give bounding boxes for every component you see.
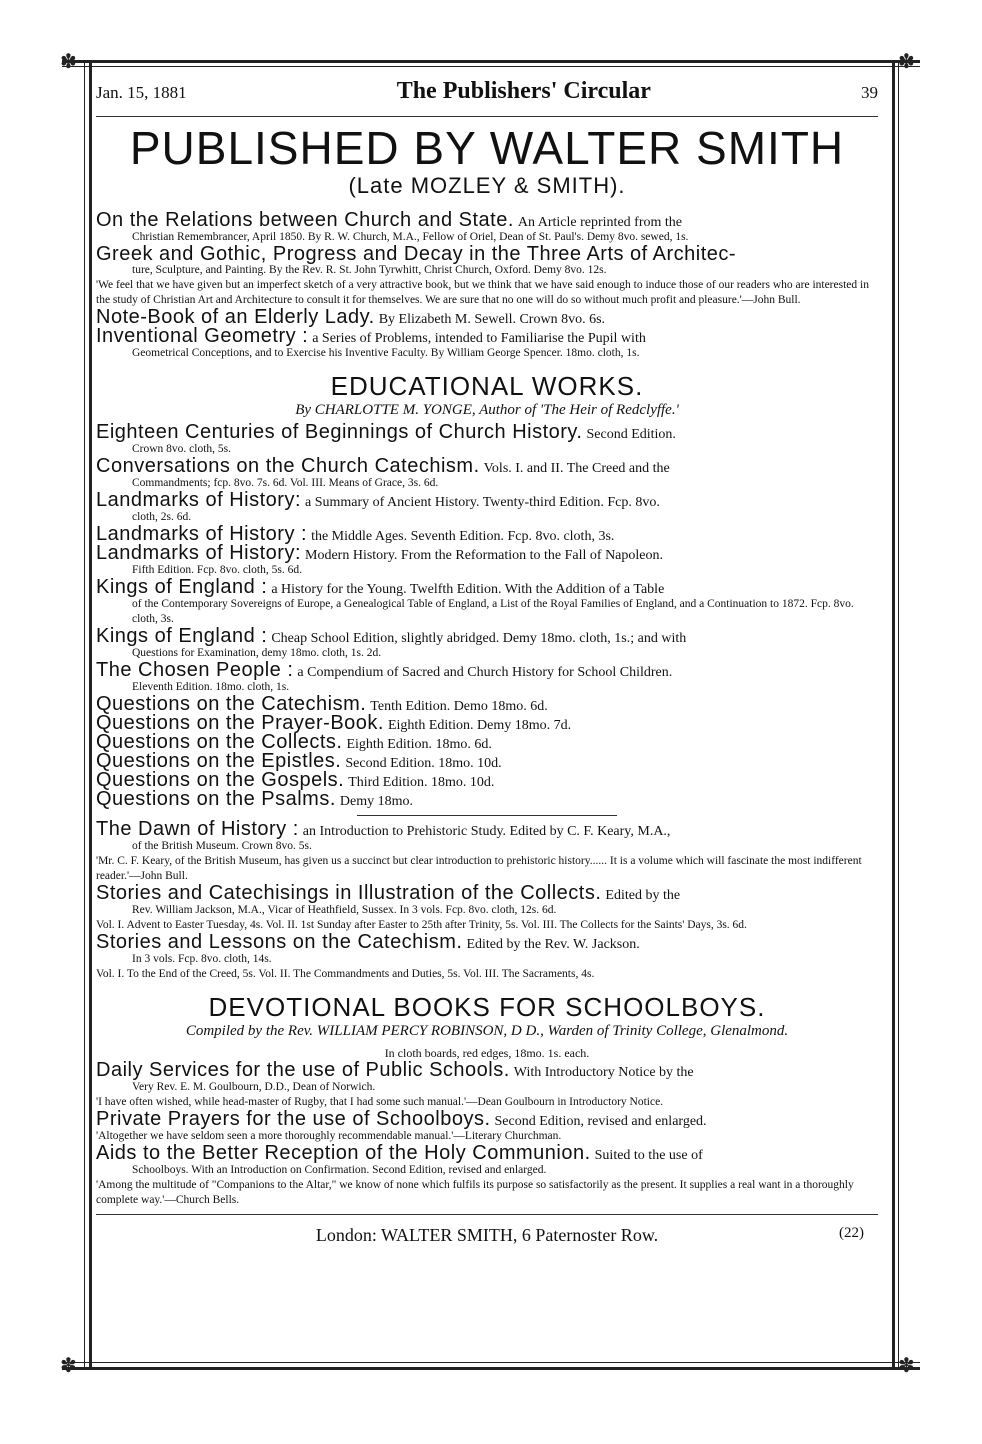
book-description: Modern History. From the Reformation to the Fall of Napoleon. (305, 548, 663, 563)
book-description: Tenth Edition. Demo 18mo. 6d. (370, 699, 548, 714)
frame-rule-left (89, 62, 92, 1368)
book-title: Landmarks of History: (96, 542, 302, 564)
book-description: the Middle Ages. Seventh Edition. Fcp. 8vo. cloth, 3s. (311, 529, 615, 544)
footer-number: (22) (839, 1225, 864, 1241)
book-entry (96, 931, 878, 982)
frame-rule-right-outer (898, 62, 899, 1368)
book-title: Questions on the Prayer-Book. (96, 712, 384, 734)
frame-rule-right (892, 62, 895, 1368)
book-entry (96, 1142, 878, 1208)
book-title: The Chosen People : (96, 659, 294, 681)
page-headline: PUBLISHED BY WALTER SMITH (129, 122, 845, 174)
book-title: Landmarks of History : (96, 523, 308, 545)
book-description: By Elizabeth M. Sewell. Crown 8vo. 6s. (378, 312, 606, 327)
book-entry (96, 576, 878, 627)
book-title: Stories and Catechisings in Illustration of the Collects. (96, 882, 602, 904)
corner-ornament-icon: ✽ (898, 1355, 915, 1377)
book-title: Landmarks of History: (96, 489, 302, 511)
book-title: Inventional Geometry : (96, 325, 309, 347)
book-description: a Series of Problems, intended to Familiarise the Pupil with (312, 331, 646, 346)
book-description: a Compendium of Sacred and Church History for School Children. (297, 665, 673, 680)
book-entry (96, 421, 878, 457)
book-title: Conversations on the Church Catechism. (96, 455, 480, 477)
book-details: In 3 vols. Fcp. 8vo. cloth, 14s. (132, 953, 272, 965)
footer (96, 1225, 878, 1246)
book-title: Kings of England : (96, 576, 268, 598)
section-note-devotional: In cloth boards, red edges, 18mo. 1s. each. (384, 1046, 590, 1060)
book-description: an Introduction to Prehistoric Study. Edited by C. F. Keary, M.A., (302, 824, 671, 839)
book-title: Questions on the Gospels. (96, 769, 345, 791)
book-description: a History for the Young. Twelfth Edition. With the Addition of a Table (271, 582, 665, 597)
book-entry (96, 818, 878, 884)
frame-rule-left-outer (84, 62, 85, 1368)
book-details: of the British Museum. Crown 8vo. 5s. (132, 840, 312, 852)
book-entry (96, 788, 878, 810)
book-details: Christian Remembrancer, April 1850. By R. W. Church, M.A., Fellow of Oriel, Dean of St. Paul's. Demy 8vo. sewed, 1s. (132, 231, 689, 243)
book-title: Greek and Gothic, Progress and Decay in the Three Arts of Architec- (96, 243, 737, 265)
book-title: Kings of England : (96, 625, 268, 647)
section-heading-devotional: DEVOTIONAL BOOKS FOR SCHOOLBOYS. (208, 992, 766, 1022)
book-description: Edited by the (605, 888, 681, 903)
page-subheadline: (Late MOZLEY & SMITH). (348, 173, 626, 198)
frame-rule-bottom (62, 1367, 920, 1370)
book-review-quote: 'I have often wished, while head-master of Rugby, that I had some such manual.'—Dean Goulbourn in Introductory Notice. (96, 1096, 664, 1108)
book-entry (96, 625, 878, 661)
book-review-quote: 'Mr. C. F. Keary, of the British Museum, has given us a succinct but clear introduction to prehistoric history...... It is a volume which will fascinate the most indifferent reader.'—John Bull. (96, 855, 862, 882)
book-details: Questions for Examination, demy 18mo. cloth, 1s. 2d. (132, 647, 382, 659)
book-title: Eighteen Centuries of Beginnings of Church History. (96, 421, 583, 443)
section-byline-educational: By CHARLOTTE M. YONGE, Author of 'The Heir of Redclyffe.' (295, 402, 679, 418)
book-review-quote: Vol. I. Advent to Easter Tuesday, 4s. Vol. II. 1st Sunday after Easter to 25th after Trinity, 5s. Vol. III. The Collects for the Saints' Days, 3s. 6d. (96, 919, 747, 931)
book-details: Fifth Edition. Fcp. 8vo. cloth, 5s. 6d. (132, 564, 302, 576)
book-entry (96, 489, 878, 525)
book-entry (96, 542, 878, 578)
book-description: Cheap School Edition, slightly abridged. Demy 18mo. cloth, 1s.; and with (271, 631, 687, 646)
book-description: An Article reprinted from the (517, 215, 682, 230)
book-description: Eighth Edition. 18mo. 6d. (346, 737, 492, 752)
book-entry (96, 325, 878, 361)
header-date: Jan. 15, 1881 (96, 83, 187, 102)
book-description: Edited by the Rev. W. Jackson. (466, 937, 640, 952)
top-entries (96, 209, 878, 361)
book-title: Note-Book of an Elderly Lady. (96, 306, 375, 328)
educational-entries (96, 421, 878, 810)
book-entry (96, 882, 878, 933)
section-byline-devotional: Compiled by the Rev. WILLIAM PERCY ROBINSON, D D., Warden of Trinity College, Glenalmond. (185, 1023, 789, 1039)
book-details: Rev. William Jackson, M.A., Vicar of Heathfield, Sussex. In 3 vols. Fcp. 8vo. cloth, 12s. 6d. (132, 904, 557, 916)
book-title: On the Relations between Church and State. (96, 209, 514, 231)
book-details: Schoolboys. With an Introduction on Confirmation. Second Edition, revised and enlarged. (132, 1164, 547, 1176)
book-details: Crown 8vo. cloth, 5s. (132, 443, 232, 455)
book-entry (96, 1059, 878, 1110)
book-entry (96, 243, 878, 308)
devotional-entries (96, 1059, 878, 1208)
frame-rule-bottom-inner (62, 1362, 920, 1363)
book-description: Third Edition. 18mo. 10d. (348, 775, 495, 790)
page (96, 78, 878, 1246)
book-details: Geometrical Conceptions, and to Exercise his Inventive Faculty. By William George Spencer. 18mo. cloth, 1s. (132, 347, 640, 359)
book-title: Daily Services for the use of Public Schools. (96, 1059, 510, 1081)
book-entry (96, 455, 878, 491)
book-title: Questions on the Collects. (96, 731, 343, 753)
corner-ornament-icon: ✽ (898, 51, 915, 73)
corner-ornament-icon: ✽ (60, 51, 77, 73)
frame-rule-top (62, 60, 920, 63)
section-heading-educational: EDUCATIONAL WORKS. (330, 371, 644, 401)
book-details: Very Rev. E. M. Goulbourn, D.D., Dean of Norwich. (132, 1081, 376, 1093)
book-title: Aids to the Better Reception of the Holy Communion. (96, 1142, 591, 1164)
running-header (96, 78, 878, 110)
book-description: a Summary of Ancient History. Twenty-third Edition. Fcp. 8vo. (305, 495, 660, 510)
book-title: Questions on the Psalms. (96, 788, 336, 810)
book-review-quote: Vol. I. To the End of the Creed, 5s. Vol. II. The Commandments and Duties, 5s. Vol. III. The Sacraments, 4s. (96, 968, 595, 980)
book-title: Private Prayers for the use of Schoolboys. (96, 1108, 491, 1130)
book-details: cloth, 2s. 6d. (132, 511, 192, 523)
book-details: ture, Sculpture, and Painting. By the Rev. R. St. John Tyrwhitt, Christ Church, Oxford. Demy 8vo. 12s. (132, 264, 607, 276)
book-entry (96, 1108, 878, 1144)
book-review-quote: 'We feel that we have given but an imperfect sketch of a very attractive book, but we think that we have said enough to induce those of our readers who are interested in the study of Christian Art and Architecture to consult it for themselves. We are sure that no one will do so without much profit and pleasure.'—John Bull. (96, 279, 869, 306)
corner-ornament-icon: ✽ (60, 1355, 77, 1377)
book-description: Demy 18mo. (339, 794, 413, 809)
divider-rule (357, 815, 617, 816)
footer-rule (96, 1214, 878, 1215)
header-rule (96, 116, 878, 117)
book-description: Second Edition. 18mo. 10d. (345, 756, 502, 771)
book-details: Commandments; fcp. 8vo. 7s. 6d. Vol. III. Means of Grace, 3s. 6d. (132, 477, 439, 489)
book-entry (96, 209, 878, 245)
book-description: With Introductory Notice by the (513, 1065, 694, 1080)
book-description: Second Edition. (586, 427, 676, 442)
middle-entries (96, 818, 878, 982)
footer-imprint: London: WALTER SMITH, 6 Paternoster Row. (315, 1225, 659, 1245)
header-title: The Publishers' Circular (396, 78, 651, 104)
book-description: Eighth Edition. Demy 18mo. 7d. (387, 718, 572, 733)
book-description: Vols. I. and II. The Creed and the (483, 461, 670, 476)
book-details: Eleventh Edition. 18mo. cloth, 1s. (132, 681, 290, 693)
book-details: of the Contemporary Sovereigns of Europe, a Genealogical Table of England, a List of the Royal Families of England, and a Continuation to 1872. Fcp. 8vo. cloth, 3s. (132, 598, 854, 625)
book-review-quote: 'Altogether we have seldom seen a more thoroughly recommendable manual.'—Literary Churchman. (96, 1130, 562, 1142)
header-page-number: 39 (860, 83, 878, 102)
book-entry (96, 659, 878, 695)
book-review-quote: 'Among the multitude of "Companions to the Altar," we know of none which fulfils its purpose so satisfactorily as the present. It supplies a real want in a thoroughly complete way.'—Church Bells. (96, 1179, 854, 1206)
book-title: Questions on the Epistles. (96, 750, 342, 772)
book-description: Suited to the use of (594, 1148, 703, 1163)
book-title: Stories and Lessons on the Catechism. (96, 931, 463, 953)
book-title: Questions on the Catechism. (96, 693, 367, 715)
book-title: The Dawn of History : (96, 818, 299, 840)
frame-rule-top-inner (62, 66, 920, 67)
book-description: Second Edition, revised and enlarged. (494, 1114, 707, 1129)
